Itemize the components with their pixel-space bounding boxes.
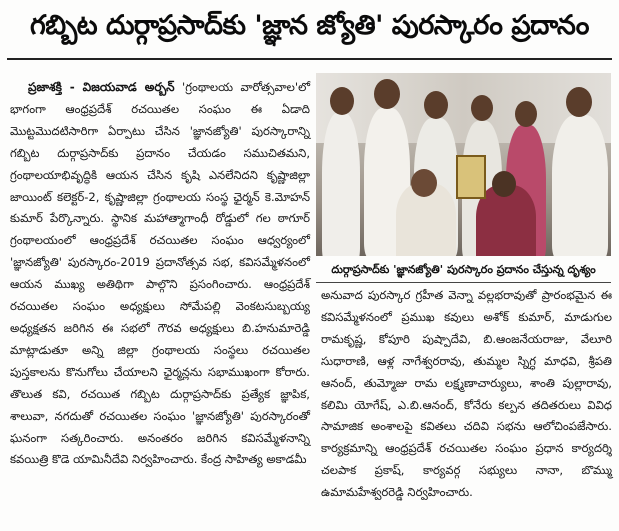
person-figure [322,113,360,256]
article-left-column [10,77,310,527]
person-figure [330,87,354,115]
headline-rule [7,58,612,60]
article-text-right: అనువాద పురస్కార గ్రహీత వెన్నా వల్లభరావుతో ప్రారంభమైన ఈ కవిసమ్మేళనంలో ప్రముఖ కవులు అశోక్ కుమార్, మాడుగుల రామకృష్ణ, కోపూరి పుష్పాదేవి, బి.ఆంజనేయరాజు, వేలూరి సుధారాణి, ఆళ్ల నాగేశ్వరరావు, తుమ్మల స్నిగ్ధ మాధవి, శ్రీపతి ఆనంద్, తుమ్మోజు రామ లక్ష్మణాచార్యులు, శాంతి పుల్లారావు, కలిమి యోగేష్, ఎ.బి.ఆనంద్, కోనేరు కల్పన తదితరులు వివిధ సామాజిక అంశాలపై కవితలు చదివి సభను ఆలోచింపజేసారు. కార్యక్రమాన్ని ఆంధ్రప్రదేశ్ రచయితల సంఘం ప్రధాన కార్యదర్శి చలపాక ప్రకాష్, కార్యవర్గ సభ్యులు నానా, బొమ్ము ఉమామహేశ్వరరెడ్డి నిర్వహించారు. [321,288,612,500]
article-right-column [321,285,612,525]
caption-rule [316,282,611,283]
person-figure [566,87,592,117]
person-figure [374,79,400,109]
award-plaque [456,155,486,199]
byline: ప్రజాశక్తి - విజయవాడ అర్బన్ [28,80,175,94]
person-figure [471,95,493,121]
award-ceremony-photo [316,73,611,256]
seated-honoree [411,169,437,197]
headline: గబ్బిట దుర్గాప్రసాద్‌కు 'జ్ఞాన జ్యోతి' పురస్కారం ప్రదానం [30,10,589,41]
seated-honoree [492,171,516,197]
person-figure [552,115,608,256]
person-figure [424,91,448,119]
person-figure [515,101,537,127]
article-text-left: 'గ్రంథాలయ వారోత్సవాల'లో భాగంగా ఆంధ్రప్రదేశ్ రచయితల సంఘం ఈ ఏడాది మొట్టమొదటిసారిగా ఏర్పాటు చేసిన 'జ్ఞానజ్యోతి' పురస్కారాన్ని గబ్బిట దుర్గాప్రసాద్‌కు ప్రదానం చేయడం సముచితమని, గ్రంథాలయాభివృద్ధికి ఆయన చేసిన కృషి ఎనలేనిదని కృష్ణాజిల్లా జాయింట్ కలెక్టర్-2, కృష్ణాజిల్లా గ్రంథాలయ సంస్థ ఛైర్మన్ కె.మోహన్ కుమార్ పేర్కొన్నారు. స్థానిక మహాత్మాగాంధీ రోడ్డులో గల ఠాగూర్ గ్రంథాలయంలో ఆంధ్రప్రదేశ్ రచయితల సంఘం ఆధ్వర్యంలో 'జ్ఞానజ్యోతి' పురస్కారం-2019 ప్రదానోత్సవ సభ, కవిసమ్మేళనంలో ఆయన ముఖ్య అతిథిగా పాల్గొని ప్రసంగించారు. ఆంధ్రప్రదేశ్ రచయితల సంఘం అధ్యక్షులు సోమేపల్లి వెంకటసుబ్బయ్య అధ్యక్షతన జరిగిన ఈ సభలో గౌరవ అధ్యక్షులు బి.హనుమారెడ్డి మాట్లాడుతూ అన్ని జిల్లా గ్రంథాలయ సంస్థలు రచయితల పుస్తకాలను కొనుగోలు చేయాలని ఛైర్మన్లను సభాముఖంగా కోరారు. తొలుత కవి, రచయిత గబ్బిట దుర్గాప్రసాద్‌కు ప్రత్యేక జ్ఞాపిక, శాలువా, నగదుతో రచయితల సంఘం 'జ్ఞానజ్యోతి' పురస్కారంతో ఘనంగా సత్కరించారు. అనంతరం జరిగిన కవిసమ్మేళనాన్ని కవయిత్రి కొడె యామినీదేవి నిర్వహించారు. కేంద్ర సాహిత్య అకాడమీ [10,80,310,467]
article-paragraph-left [10,77,310,471]
photo-caption: దుర్గాప్రసాద్‌కు 'జ్ఞానజ్యోతి' పురస్కారం ప్రదానం చేస్తున్న దృశ్యం [331,263,596,276]
